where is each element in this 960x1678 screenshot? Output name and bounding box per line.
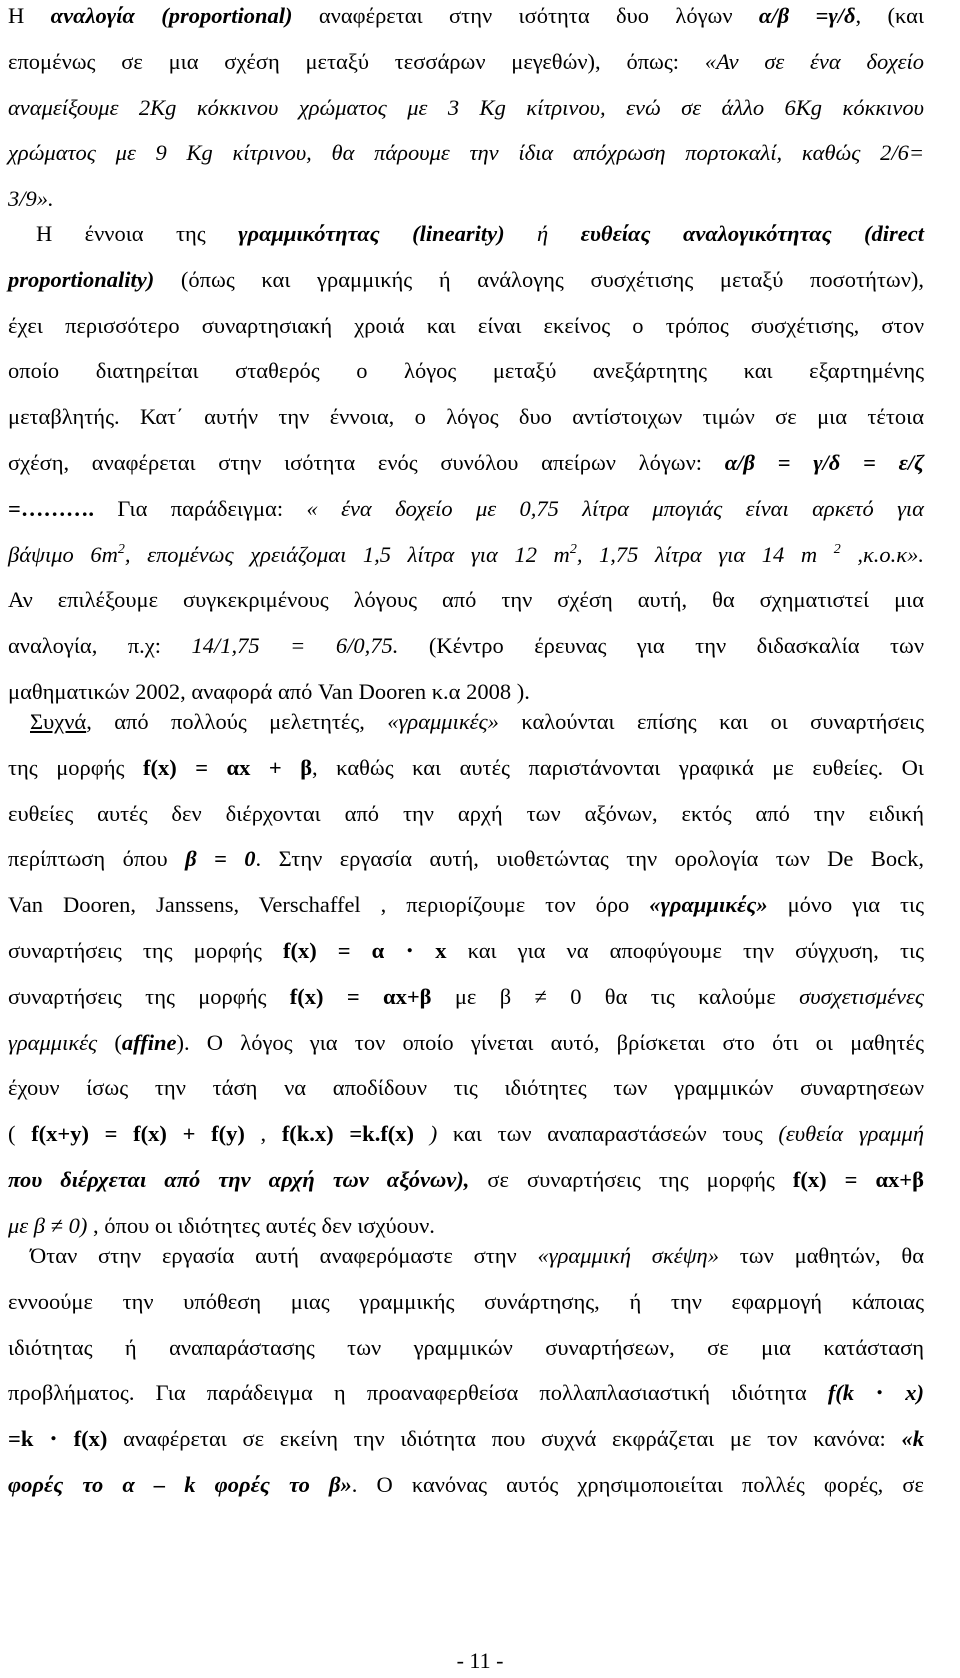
- text-line: Van Dooren, Janssens, Verschaffel , περιορίζουμε τον όρο «γραμμικές» μόνο για τις: [8, 892, 924, 918]
- text-line: με β ≠ 0) , όπου οι ιδιότητες αυτές δεν ισχύουν.: [8, 1212, 435, 1238]
- paragraph-linear-thinking: [8, 1240, 924, 1515]
- text-line: εννοούμε την υπόθεση μιας γραμμικής συνάρτησης, ή την εφαρμογή κάποιας: [8, 1288, 924, 1314]
- text-line: Η έννοια της γραμμικότητας (linearity) ή ευθείας αναλογικότητας (direct: [36, 221, 925, 246]
- paragraph-proportion: [8, 0, 924, 229]
- text-line: επομένως σε μια σχέση μεταξύ τεσσάρων μεγεθών), όπως: «Αν σε ένα δοχείο: [8, 48, 925, 74]
- text-line: ευθείες αυτές δεν διέρχονται από την αρχή των αξόνων, εκτός από την ειδική: [8, 800, 924, 826]
- paragraph-linear-functions: [8, 706, 924, 1256]
- text-line: proportionality) (όπως και γραμμικής ή ανάλογης συσχέτισης μεταξύ ποσοτήτων),: [8, 266, 924, 292]
- text-line: σχέση, αναφέρεται στην ισότητα ενός συνόλου απείρων λόγων: α/β = γ/δ = ε/ζ: [8, 449, 924, 475]
- text-line: αναλογία, π.χ: 14/1,75 = 6/0,75. (Κέντρο έρευνας για την διδασκαλία των: [8, 633, 925, 659]
- text-line: =k ⋅ f(x) αναφέρεται σε εκείνη την ιδιότητα που συχνά εκφράζεται με τον κανόνα: «k: [8, 1426, 924, 1452]
- text-line: 3/9».: [8, 186, 54, 212]
- text-line: προβλήματος. Για παράδειγμα η προαναφερθείσα πολλαπλασιαστική ιδιότητα f(k ⋅ x): [8, 1380, 924, 1406]
- text-line: που διέρχεται από την αρχή των αξόνων), σε συναρτήσεις της μορφής f(x) = αx+β: [8, 1166, 924, 1192]
- text-line: Όταν στην εργασία αυτή αναφερόμαστε στην «γραμμική σκέψη» των μαθητών, θα: [30, 1243, 924, 1268]
- text-line: Συχνά, από πολλούς μελετητές, «γραμμικές» καλούνται επίσης και οι συναρτήσεις: [30, 709, 924, 734]
- page-number: - 11 -: [456, 1648, 504, 1673]
- text-line: έχουν ίσως την τάση να αποδίδουν τις ιδιότητες των γραμμικών συναρτησεων: [8, 1075, 924, 1101]
- text-line: χρώματος με 9 Kg κίτρινου, θα πάρουμε την ίδια απόχρωση πορτοκαλί, καθώς 2/6=: [8, 140, 924, 166]
- text-line: της μορφής f(x) = αx + β, καθώς και αυτές παριστάνονται γραφικά με ευθείες. Οι: [8, 754, 924, 780]
- text-line: συναρτήσεις της μορφής f(x) = α ⋅ x και για να αποφύγουμε την σύγχυση, τις: [8, 937, 925, 963]
- text-line: αναμείξουμε 2Kg κόκκινου χρώματος με 3 Kg κίτρινου, ενώ σε άλλο 6Kg κόκκινου: [8, 94, 924, 120]
- text-line: μεταβλητής. Κατ΄ αυτήν την έννοια, ο λόγος δυο αντίστοιχων τιμών σε μια τέτοια: [8, 404, 924, 430]
- text-line: Η αναλογία (proportional) αναφέρεται στην ισότητα δυο λόγων α/β =γ/δ, (και: [8, 3, 924, 28]
- text-line: ( f(x+y) = f(x) + f(y) , f(k.x) =k.f(x) ) και των αναπαραστάσεών τους (ευθεία γραμμή: [8, 1121, 924, 1147]
- text-line: περίπτωση όπου β = 0. Στην εργασία αυτή, υιοθετώντας την ορολογία των De Bock,: [8, 846, 924, 872]
- text-line: γραμμικές (affine). Ο λόγος για τον οποίο γίνεται αυτό, βρίσκεται στο ότι οι μαθητές: [8, 1029, 925, 1055]
- text-line: συναρτήσεις της μορφής f(x) = αx+β με β ≠ 0 θα τις καλούμε συσχετισμένες: [8, 983, 924, 1009]
- text-line: =………. Για παράδειγμα: « ένα δοχείο με 0,75 λίτρα μπογιάς είναι αρκετό για: [8, 495, 924, 521]
- text-line: οποίο διατηρείται σταθερός ο λόγος μεταξύ ανεξάρτητης και εξαρτημένης: [8, 358, 924, 384]
- text-line: ιδιότητας ή αναπαράστασης των γραμμικών συναρτήσεων, σε μια κατάσταση: [8, 1334, 924, 1360]
- text-line: Αν επιλέξουμε συγκεκριμένους λόγους από την σχέση αυτή, θα σχηματιστεί μια: [8, 587, 924, 613]
- text-line: βάψιμο $6m^2$, επομένως χρειάζομαι 1,5 λίτρα για 12 $m^2$, 1,75 λίτρα για 14 m $^2$ ,κ.ο.κ».: [8, 541, 924, 567]
- text-line: έχει περισσότερο συναρτησιακή χροιά και είναι εκείνος ο τρόπος συσχέτισης, στον: [8, 312, 924, 338]
- text-line: μαθηματικών 2002, αναφορά από Van Dooren κ.α 2008 ).: [8, 678, 530, 704]
- text-line: φορές το α – k φορές το β». Ο κανόνας αυτός χρησιμοποιείται πολλές φορές, σε: [8, 1471, 924, 1497]
- paragraph-linearity: [8, 218, 924, 722]
